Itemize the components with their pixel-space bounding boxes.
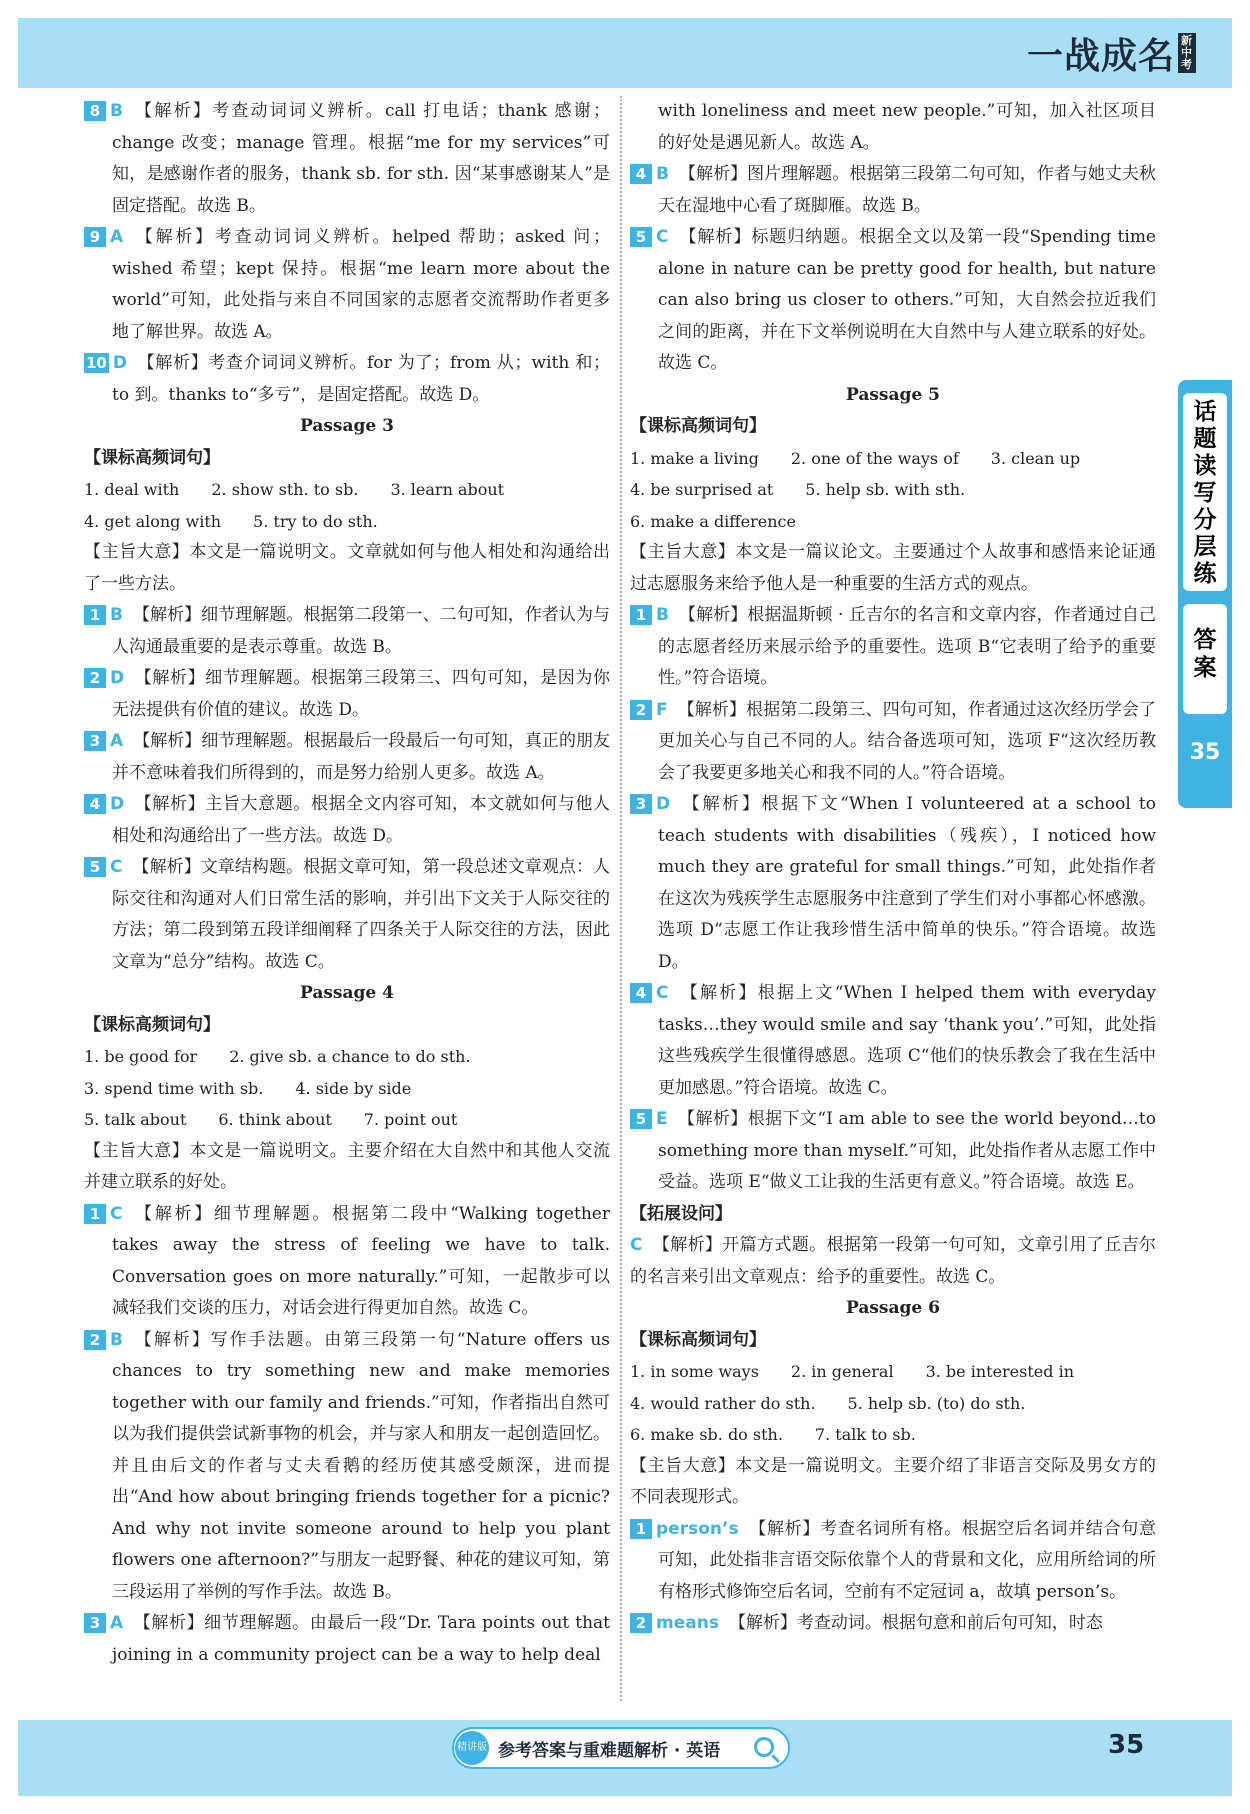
section-heading: 【课标高频词句】 [630, 416, 766, 436]
main-idea: 【主旨大意】本文是一篇议论文。主要通过个人故事和感悟来论证通过志愿服务来给予他人是一种重要的生活方式的观点。 [630, 542, 1156, 594]
left-column [84, 96, 610, 1671]
section-heading: 【课标高频词句】 [630, 1329, 766, 1350]
answer-item: 1 C 【解析】细节理解题。根据第二段中“Walking together takes away the stress of feeling we have to talk. Conversation goes on more naturally.”可知，一起散步可以减轻我们交谈的压力，对话会进行得更加自然。故选 C。 [84, 1199, 610, 1325]
idiom-line: 1. in some ways 2. in general 3. be interested in [630, 1362, 1075, 1381]
answer-item: 2 B 【解析】写作手法题。由第三段第一句“Nature offers us chances to try something new and make memories together with our family and friends.”可知，作者指出自然可以为我们提供尝试新事物的机会，并与家人和朋友一起创造回忆。并且由后文的作者与丈夫看鹅的经历使其感受颇深，进而提出“And how about bringing friends together for a picnic? And why not invite someone around to help you plant flowers one afternoon?”与朋友一起野餐、种花的建议可知，第三段运用了举例的写作手法。故选 B。 [84, 1325, 610, 1609]
main-idea: 【主旨大意】本文是一篇说明文。主要介绍在大自然中和其他人交流并建立联系的好处。 [84, 1140, 610, 1192]
answer-item: 9 A 【解析】考查动词词义辨析。helped 帮助；asked 问；wished 希望；kept 保持。根据“me learn more about the world”可知，此处指与来自不同国家的志愿者交流帮助作者更多地了解世界。故选 A。 [84, 222, 610, 348]
answer-item: 4 C 【解析】根据上文“When I helped them with everyday tasks…they would smile and say ‘thank you’.”可知，此处指这些残疾学生很懂得感恩。选项 C“他们的快乐教会了我在生活中更加感恩。”符合语境。故选 C。 [630, 978, 1156, 1104]
answer-item: 5 E 【解析】根据下文“I am able to see the world beyond…to something more than myself.”可知，此处指作者从志愿工作中受益。选项 E“做义工让我的生活更有意义。”符合语境。故选 E。 [630, 1104, 1156, 1199]
answer-item: 1 B 【解析】根据温斯顿 · 丘吉尔的名言和文章内容，作者通过自己的志愿者经历来展示给予的重要性。选项 B“它表明了给予的重要性。”符合语境。 [630, 600, 1156, 695]
answer-item: 2 means 【解析】考查动词。根据句意和前后句可知，时态 [630, 1608, 1156, 1640]
side-tab-answer: 答 案 [1183, 604, 1227, 714]
passage-title: Passage 6 [846, 1298, 940, 1318]
main-idea: 【主旨大意】本文是一篇说明文。文章就如何与他人相处和沟通给出了一些方法。 [84, 542, 610, 594]
answer-item: C 【解析】开篇方式题。根据第一段第一句可知，文章引用了丘吉尔的名言来引出文章观点：给予的重要性。故选 C。 [630, 1235, 1156, 1287]
idiom-line: 5. talk about 6. think about 7. point out [84, 1110, 458, 1129]
logo-badge: 新中考 [1178, 33, 1196, 73]
answer-item: 8 B 【解析】考查动词词义辨析。call 打电话；thank 感谢；change 改变；manage 管理。根据“me for my services”可知，是感谢作者的服务，thank sb. for sth. 因“某事感谢某人”是固定搭配。故选 B。 [84, 96, 610, 222]
passage-title: Passage 3 [300, 416, 394, 436]
answer-item: 3 A 【解析】细节理解题。根据最后一段最后一句可知，真正的朋友并不意味着我们所得到的，而是努力给别人更多。故选 A。 [84, 726, 610, 789]
side-tab-page: 35 [1189, 740, 1221, 765]
answer-item: 5 C 【解析】标题归纳题。根据全文以及第一段“Spending time alone in nature can be pretty good for health, but nature can also bring us closer to others.”可知，大自然会拉近我们之间的距离，并在下文举例说明在大自然中与人建立联系的好处。故选 C。 [630, 222, 1156, 380]
idiom-line: 4. be surprised at 5. help sb. with sth. [630, 480, 966, 499]
idiom-line: 1. be good for 2. give sb. a chance to do sth. [84, 1047, 471, 1066]
idiom-line: 4. get along with 5. try to do sth. [84, 511, 378, 531]
answer-item: 3 A 【解析】细节理解题。由最后一段“Dr. Tara points out that joining in a community project can be a way to help deal [84, 1608, 610, 1671]
answer-item: 4 B 【解析】图片理解题。根据第三段第二句可知，作者与她丈夫秋天在湿地中心看了斑脚雁。故选 B。 [630, 159, 1156, 222]
answer-item: 1 B 【解析】细节理解题。根据第二段第一、二句可知，作者认为与人沟通最重要的是表示尊重。故选 B。 [84, 600, 610, 663]
column-divider [620, 96, 622, 1701]
answer-item: 5 C 【解析】文章结构题。根据文章可知，第一段总述文章观点：人际交往和沟通对人们日常生活的影响，并引出下文关于人际交往的方法；第二段到第五段详细阐释了四条关于人际交往的方法，因此文章为“总分”结构。故选 C。 [84, 852, 610, 978]
idiom-line: 6. make a difference [630, 511, 796, 531]
answer-item: 4 D 【解析】主旨大意题。根据全文内容可知，本文就如何与他人相处和沟通给出了一些方法。故选 D。 [84, 789, 610, 852]
section-heading: 【课标高频词句】 [84, 447, 220, 468]
answer-item: 10 D 【解析】考查介词词义辨析。for 为了；from 从；with 和；to 到。thanks to“多亏”，是固定搭配。故选 D。 [86, 353, 610, 405]
page-number: 35 [1108, 1730, 1145, 1760]
page-header [18, 18, 1232, 88]
passage-title: Passage 4 [300, 983, 394, 1003]
footer-book-title: 参考答案与重难题解析 · 英语 [452, 1727, 790, 1769]
idiom-line: 3. spend time with sb. 4. side by side [84, 1078, 412, 1098]
answer-item: 1 person’s 【解析】考查名词所有格。根据空后名词并结合句意可知，此处指非言语交际依靠个人的背景和文化，应用所给词的所有格形式修饰空后名词，空前有不定冠词 a，故填 person’s。 [630, 1514, 1156, 1609]
main-idea: 【主旨大意】本文是一篇说明文。主要介绍了非语言交际及男女方的不同表现形式。 [630, 1455, 1156, 1507]
idiom-line: 6. make sb. do sth. 7. talk to sb. [630, 1425, 916, 1444]
answer-item: 2 D 【解析】细节理解题。根据第三段第三、四句可知，是因为你无法提供有价值的建议。故选 D。 [84, 663, 610, 726]
idiom-line: 1. make a living 2. one of the ways of 3. clean up [630, 448, 1081, 468]
answer-item: 3 D 【解析】根据下文“When I volunteered at a school to teach students with disabilities（残疾），I noticed how much they are grateful for small things.”可知，此处指作者在这次为残疾学生志愿服务中注意到了学生们对小事都心怀感激。选项 D“志愿工作让我珍惜生活中简单的快乐。”符合语境。故选 D。 [630, 789, 1156, 978]
search-icon [754, 1737, 774, 1757]
footer-badge: 精讲版 [455, 1731, 489, 1765]
side-tab-topic: 话 题 读 写 分 层 练 [1183, 393, 1227, 591]
right-column [630, 96, 1156, 1640]
brand-logo: 一战成名 新中考 [1027, 18, 1196, 88]
answer-item: 2 F 【解析】根据第二段第三、四句可知，作者通过这次经历学会了更加关心与自己不同的人。结合备选项可知，选项 F“这次经历教会了我要更多地关心和我不同的人。”符合语境。 [630, 695, 1156, 790]
passage-title: Passage 5 [846, 384, 940, 405]
section-heading: 【拓展设问】 [630, 1203, 732, 1224]
idiom-line: 4. would rather do sth. 5. help sb. (to) do sth. [630, 1393, 1026, 1413]
idiom-line: 1. deal with 2. show sth. to sb. 3. learn about [84, 480, 505, 499]
answer-continuation: with loneliness and meet new people.”可知，加入社区项目的好处是遇见新人。故选 A。 [658, 101, 1156, 153]
section-heading: 【课标高频词句】 [84, 1014, 220, 1035]
